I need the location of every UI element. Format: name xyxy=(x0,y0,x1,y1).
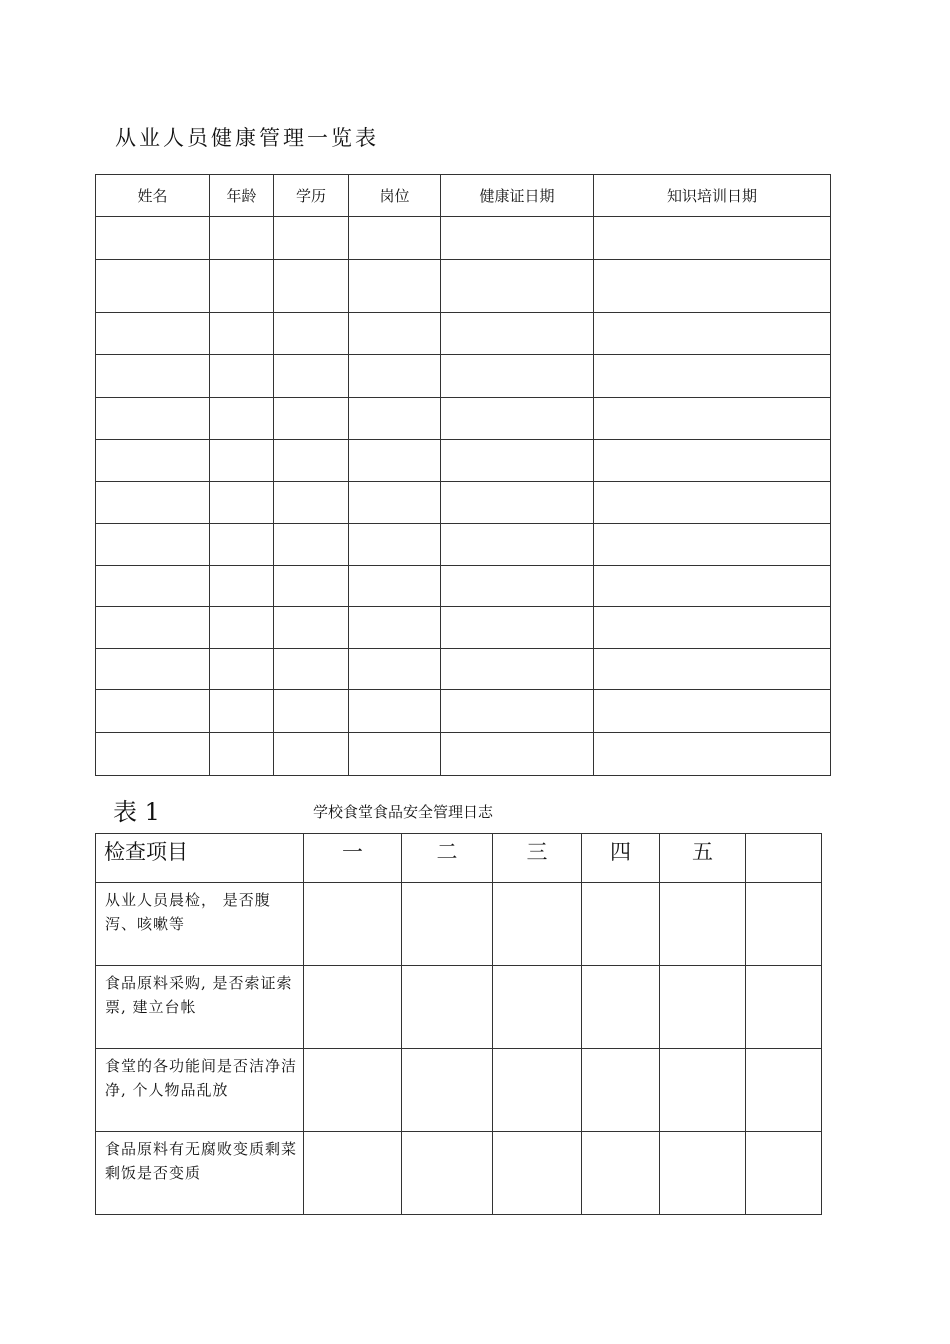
table-cell[interactable] xyxy=(304,1132,402,1215)
table-row xyxy=(96,217,831,260)
log-table-title: 学校食堂食品安全管理日志 xyxy=(313,803,494,821)
table-cell[interactable] xyxy=(441,260,594,313)
table-cell[interactable] xyxy=(441,313,594,355)
table-cell[interactable] xyxy=(210,217,274,260)
header-education: 学历 xyxy=(274,175,349,217)
table-row xyxy=(96,1132,822,1215)
table-cell[interactable] xyxy=(274,607,349,649)
table-cell[interactable] xyxy=(210,733,274,776)
table-cell[interactable] xyxy=(210,440,274,482)
table-cell[interactable] xyxy=(274,566,349,607)
header-day-5: 五 xyxy=(660,834,746,883)
header-name: 姓名 xyxy=(96,175,210,217)
table-row xyxy=(96,733,831,776)
header-training-date: 知识培训日期 xyxy=(594,175,831,217)
table-cell[interactable] xyxy=(349,217,441,260)
header-position: 岗位 xyxy=(349,175,441,217)
table-cell[interactable] xyxy=(274,733,349,776)
table-cell[interactable] xyxy=(441,649,594,690)
table-cell[interactable] xyxy=(746,1132,822,1215)
table-cell[interactable] xyxy=(210,649,274,690)
table-row xyxy=(96,355,831,398)
table-cell[interactable] xyxy=(582,1049,660,1132)
table-cell[interactable] xyxy=(349,355,441,398)
table-cell[interactable] xyxy=(594,607,831,649)
table-cell[interactable] xyxy=(582,966,660,1049)
table-cell[interactable] xyxy=(96,440,210,482)
table-cell[interactable] xyxy=(210,607,274,649)
table-cell[interactable] xyxy=(96,566,210,607)
table-cell[interactable] xyxy=(210,524,274,566)
table-cell[interactable] xyxy=(274,313,349,355)
table-cell[interactable] xyxy=(493,1132,582,1215)
table-cell[interactable] xyxy=(349,566,441,607)
table-cell[interactable] xyxy=(441,440,594,482)
table-cell[interactable] xyxy=(441,524,594,566)
table-cell[interactable] xyxy=(210,260,274,313)
table-row xyxy=(96,1049,822,1132)
table-cell[interactable] xyxy=(304,883,402,966)
table-cell[interactable] xyxy=(402,966,493,1049)
table-cell[interactable] xyxy=(96,260,210,313)
table-cell[interactable] xyxy=(660,966,746,1049)
table-row xyxy=(96,482,831,524)
table-row xyxy=(96,313,831,355)
table-cell[interactable] xyxy=(493,966,582,1049)
log-table-label: 表 1 xyxy=(113,798,160,826)
health-management-table xyxy=(95,174,831,776)
table-cell[interactable] xyxy=(746,883,822,966)
table-cell[interactable] xyxy=(660,1132,746,1215)
table-cell[interactable] xyxy=(441,355,594,398)
table-cell[interactable] xyxy=(402,1132,493,1215)
table-cell[interactable] xyxy=(210,566,274,607)
table-cell[interactable] xyxy=(402,1049,493,1132)
table-cell[interactable] xyxy=(660,1049,746,1132)
table-cell[interactable] xyxy=(349,440,441,482)
table-cell[interactable] xyxy=(594,313,831,355)
table-cell[interactable] xyxy=(274,524,349,566)
table-cell[interactable] xyxy=(349,649,441,690)
table-row xyxy=(96,607,831,649)
table-row xyxy=(96,649,831,690)
table-cell[interactable] xyxy=(274,440,349,482)
table-cell[interactable] xyxy=(96,690,210,733)
table-cell[interactable] xyxy=(746,966,822,1049)
table-cell[interactable] xyxy=(96,217,210,260)
table-cell[interactable] xyxy=(96,398,210,440)
table-cell[interactable] xyxy=(210,355,274,398)
table-cell[interactable] xyxy=(274,482,349,524)
table-cell[interactable] xyxy=(96,524,210,566)
table-cell[interactable] xyxy=(349,524,441,566)
table-cell[interactable] xyxy=(594,440,831,482)
table-cell[interactable] xyxy=(594,217,831,260)
table-cell[interactable] xyxy=(746,1049,822,1132)
header-age: 年龄 xyxy=(210,175,274,217)
table-cell[interactable] xyxy=(210,313,274,355)
table-row xyxy=(96,260,831,313)
table-cell[interactable] xyxy=(96,313,210,355)
table-cell[interactable] xyxy=(493,1049,582,1132)
table-cell[interactable] xyxy=(441,482,594,524)
header-health-cert-date: 健康证日期 xyxy=(441,175,594,217)
header-check-item: 检查项目 xyxy=(96,834,304,883)
table-cell[interactable] xyxy=(594,690,831,733)
table-cell[interactable] xyxy=(96,355,210,398)
table-cell[interactable] xyxy=(96,607,210,649)
header-day-4: 四 xyxy=(582,834,660,883)
table-cell[interactable] xyxy=(274,260,349,313)
table-cell[interactable] xyxy=(493,883,582,966)
header-day-1: 一 xyxy=(304,834,402,883)
table-cell[interactable] xyxy=(349,733,441,776)
table-cell[interactable] xyxy=(304,966,402,1049)
table-cell[interactable] xyxy=(441,690,594,733)
table-cell[interactable] xyxy=(210,690,274,733)
table-cell[interactable] xyxy=(582,1132,660,1215)
table-cell[interactable] xyxy=(349,398,441,440)
table-cell[interactable] xyxy=(349,607,441,649)
table-cell[interactable] xyxy=(96,649,210,690)
check-item-morning-inspection: 从业人员晨检， 是否腹泻、咳嗽等 xyxy=(96,883,304,966)
health-table-title: 从业人员健康管理一览表 xyxy=(115,126,379,150)
table-cell[interactable] xyxy=(349,482,441,524)
check-item-cleanliness: 食堂的各功能间是否洁净洁净, 个人物品乱放 xyxy=(96,1049,304,1132)
header-row xyxy=(96,175,831,217)
food-safety-log-table xyxy=(95,833,822,1215)
table-cell[interactable] xyxy=(96,733,210,776)
table-cell[interactable] xyxy=(594,398,831,440)
table-cell[interactable] xyxy=(594,566,831,607)
header-row xyxy=(96,834,822,883)
table-cell[interactable] xyxy=(349,690,441,733)
table-cell[interactable] xyxy=(274,649,349,690)
table-row xyxy=(96,398,831,440)
table-cell[interactable] xyxy=(210,398,274,440)
table-cell[interactable] xyxy=(441,733,594,776)
table-row xyxy=(96,524,831,566)
header-day-3: 三 xyxy=(493,834,582,883)
check-item-spoilage: 食品原料有无腐败变质剩菜剩饭是否变质 xyxy=(96,1132,304,1215)
table-cell[interactable] xyxy=(210,482,274,524)
table-cell[interactable] xyxy=(660,883,746,966)
table-cell[interactable] xyxy=(274,355,349,398)
table-cell[interactable] xyxy=(304,1049,402,1132)
table-row xyxy=(96,440,831,482)
table-row xyxy=(96,690,831,733)
table-cell[interactable] xyxy=(441,217,594,260)
table-row xyxy=(96,566,831,607)
header-day-2: 二 xyxy=(402,834,493,883)
table-cell[interactable] xyxy=(274,690,349,733)
table-cell[interactable] xyxy=(349,313,441,355)
table-row xyxy=(96,966,822,1049)
table-cell[interactable] xyxy=(441,607,594,649)
table-cell[interactable] xyxy=(402,883,493,966)
table-cell[interactable] xyxy=(96,482,210,524)
table-cell[interactable] xyxy=(594,260,831,313)
header-extra xyxy=(746,834,822,883)
table-cell[interactable] xyxy=(594,482,831,524)
table-cell[interactable] xyxy=(594,524,831,566)
check-item-procurement: 食品原料采购, 是否索证索票, 建立台帐 xyxy=(96,966,304,1049)
table-cell[interactable] xyxy=(441,398,594,440)
table-cell[interactable] xyxy=(594,355,831,398)
table-cell[interactable] xyxy=(274,217,349,260)
table-cell[interactable] xyxy=(582,883,660,966)
table-cell[interactable] xyxy=(594,649,831,690)
table-cell[interactable] xyxy=(274,398,349,440)
table-row xyxy=(96,883,822,966)
table-cell[interactable] xyxy=(594,733,831,776)
table-cell[interactable] xyxy=(349,260,441,313)
table-cell[interactable] xyxy=(441,566,594,607)
